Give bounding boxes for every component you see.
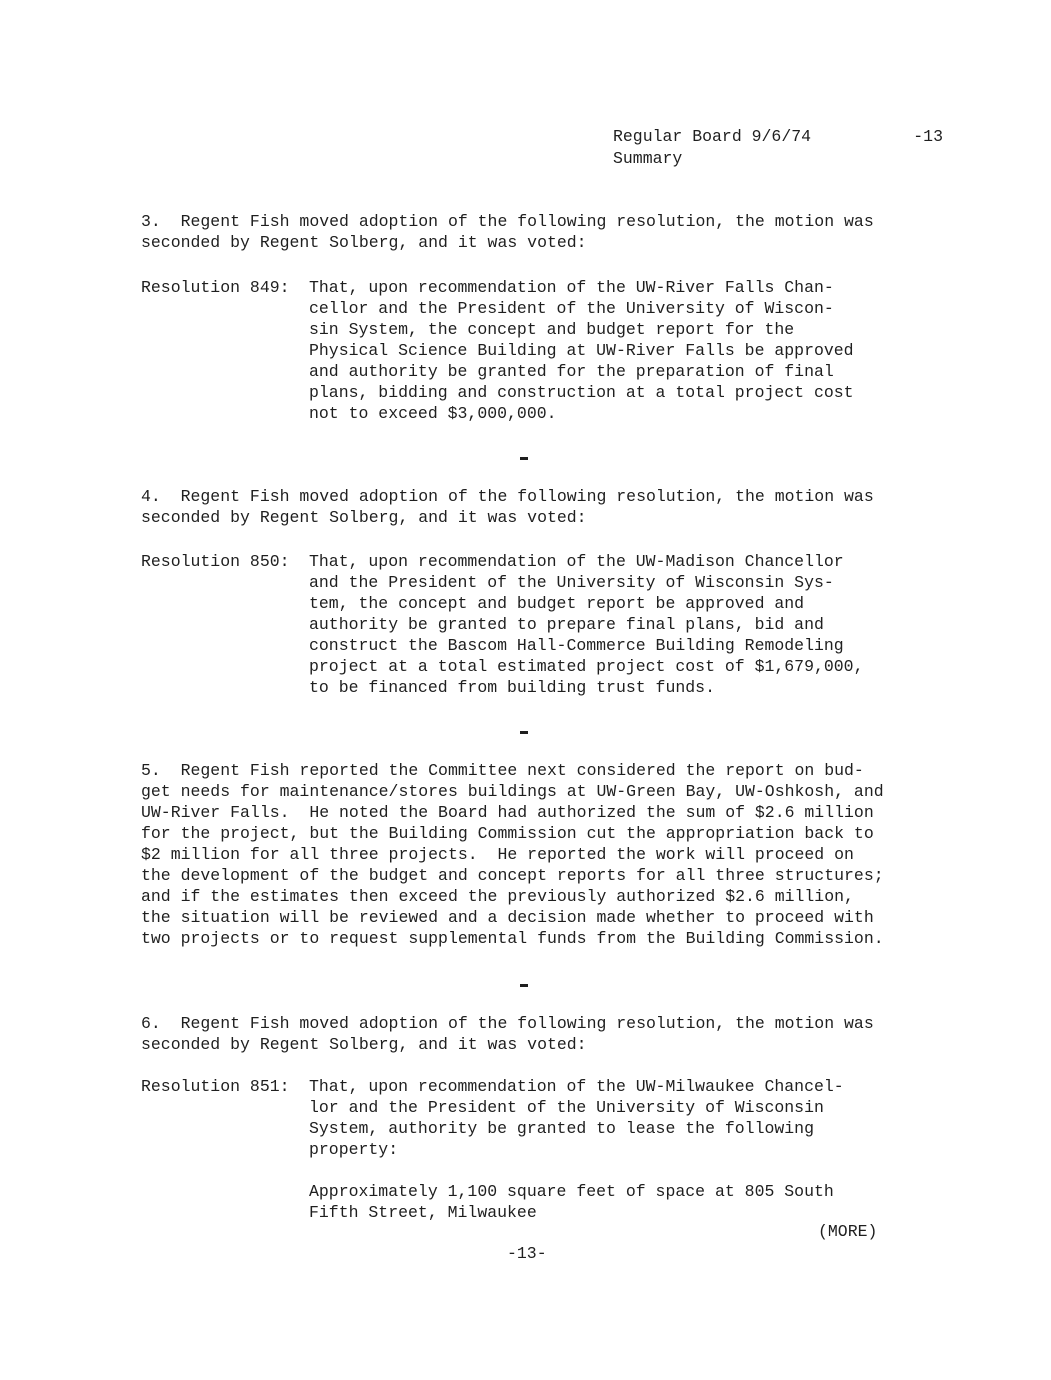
item-3-intro: 3. Regent Fish moved adoption of the following resolution, the motion was seconded by Regent Solberg, and it was voted: [141,212,874,252]
section-divider [520,731,528,734]
item-4-intro: 4. Regent Fish moved adoption of the following resolution, the motion was seconded by Regent Solberg, and it was voted: [141,487,874,527]
more-indicator: (MORE) [818,1222,878,1241]
page-number: -13- [507,1244,547,1263]
resolution-849-text: That, upon recommendation of the UW-River Falls Chan- cellor and the President of the University of Wiscon- sin System, the concept and budget report for the Physical Science Building at UW-River Falls be approved and authority be granted for the preparation of final plans, bidding and construction at a total project cost not to exceed $3,000,000. [309,278,854,423]
header-subtitle: Summary [613,149,683,168]
resolution-849-label: Resolution 849: [141,278,290,297]
header-row [613,126,943,148]
resolution-850-label: Resolution 850: [141,552,290,571]
lease-property-description: Approximately 1,100 square feet of space at 805 South Fifth Street, Milwaukee [309,1182,834,1222]
item-6-intro: 6. Regent Fish moved adoption of the following resolution, the motion was seconded by Regent Solberg, and it was voted: [141,1014,874,1054]
header-page-ref: -13 [913,127,943,146]
item-5-text: 5. Regent Fish reported the Committee next considered the report on bud- get needs for maintenance/stores buildings at UW-Green Bay, UW-Oshkosh, and UW-River Falls. He noted the Board had authorized the sum of $2.6 million for the project, but the Building Commission cut the appropriation back to $2 million for all three projects. He reported the work will proceed on the development of the budget and concept reports for all three structures; and if the estimates then exceed the previously authorized $2.6 million, the situation will be reviewed and a decision made whether to proceed with two projects or to request supplemental funds from the Building Commission. [141,761,884,948]
page-header [613,126,943,170]
resolution-851-label: Resolution 851: [141,1077,290,1096]
resolution-850-text: That, upon recommendation of the UW-Madison Chancellor and the President of the University of Wisconsin Sys- tem, the concept and budget report be approved and authority be granted to prepare final plans, bid and construct the Bascom Hall-Commerce Building Remodeling project at a total estimated project cost of $1,679,000, to be financed from building trust funds. [309,552,864,697]
section-divider [520,984,528,987]
resolution-851-text: That, upon recommendation of the UW-Milwaukee Chancel- lor and the President of the University of Wisconsin System, authority be granted to lease the following property: [309,1077,844,1159]
section-divider [520,457,528,460]
meeting-title: Regular Board 9/6/74 [613,127,812,146]
